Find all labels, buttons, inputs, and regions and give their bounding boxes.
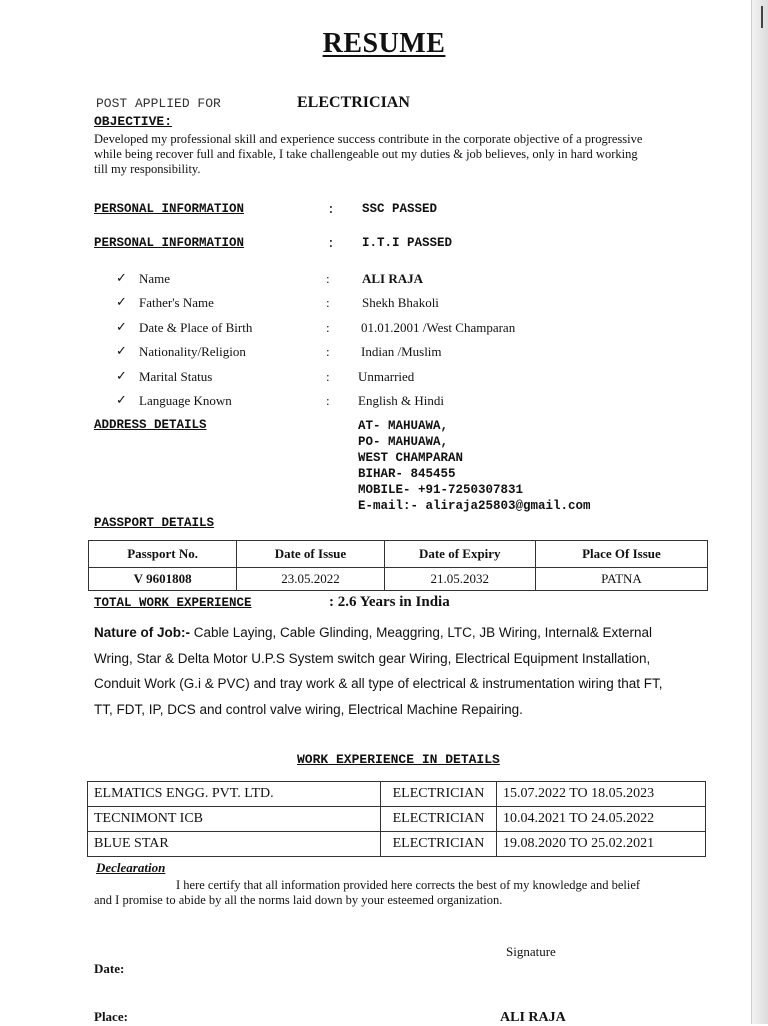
page-edge (751, 0, 768, 1024)
signature-label: Signature (506, 944, 556, 959)
table-row (89, 568, 708, 591)
objective-heading: OBJECTIVE: (94, 114, 173, 129)
table-header: Date of Expiry (384, 541, 535, 568)
address-line: BIHAR- 845455 (358, 467, 456, 481)
job-title: ELECTRICIAN (381, 832, 497, 857)
passport-heading: PASSPORT DETAILS (94, 516, 215, 530)
total-experience-value: : 2.6 Years in India (329, 594, 450, 610)
table-header-row (89, 541, 708, 568)
issue-place: PATNA (535, 568, 707, 591)
table-header: Place Of Issue (535, 541, 707, 568)
job-title: ELECTRICIAN (381, 807, 497, 832)
personal-colon: : (326, 320, 330, 335)
post-applied-label: POST APPLIED FOR (96, 96, 221, 111)
passport-table (88, 540, 708, 591)
email-line: E-mail:- aliraja25803@gmail.com (358, 499, 591, 513)
qualification-colon-2: : (327, 236, 335, 251)
qualification-colon-1: : (327, 202, 335, 217)
nature-of-job-text: Cable Laying, Cable Glinding, Meaggring, LTC, JB Wiring, Internal& External Wring, Star & Delta Motor U.P.S System switch gear Wiring, Electrical Equipment Installation, Conduit Work (G.i & PVC) and tray work & all type of electrical & instrumentation wiring that FT, TT, FDT, IP, DCS and control valve wiring, Electrical Machine Repairing. (94, 625, 663, 717)
table-row (88, 832, 706, 857)
company-name: TECNIMONT ICB (88, 807, 381, 832)
qualification-value-2: I.T.I PASSED (362, 236, 453, 250)
personal-value-father: Shekh Bhakoli (362, 295, 439, 310)
personal-value-marital: Unmarried (358, 369, 415, 384)
declaration-heading: Declearation (96, 860, 166, 875)
table-header: Date of Issue (237, 541, 384, 568)
check-icon: ✓ (116, 392, 127, 407)
check-icon: ✓ (116, 294, 127, 309)
personal-value-language: English & Hindi (358, 393, 444, 408)
qualification-label-1: PERSONAL INFORMATION (94, 202, 245, 216)
address-line: WEST CHAMPARAN (358, 451, 464, 465)
personal-label-father: Father's Name (139, 295, 214, 310)
company-name: ELMATICS ENGG. PVT. LTD. (88, 782, 381, 807)
objective-text: Developed my professional skill and experience success contribute in the corporate objective of a progressive while being recover full and fixable, I take challengeable out my duties & job believes, only in hard working till my responsibility. (94, 132, 643, 176)
passport-number: V 9601808 (89, 568, 237, 591)
qualification-value-1: SSC PASSED (362, 202, 438, 216)
work-details-heading: WORK EXPERIENCE IN DETAILS (297, 752, 500, 767)
post-applied-value: ELECTRICIAN (297, 94, 410, 111)
personal-value-birth: 01.01.2001 /West Champaran (361, 320, 516, 335)
personal-colon: : (326, 369, 330, 384)
expiry-date: 21.05.2032 (384, 568, 535, 591)
table-row (88, 782, 706, 807)
place-label: Place: (94, 1009, 128, 1024)
address-line: AT- MAHUAWA, (358, 419, 449, 433)
personal-label-nationality: Nationality/Religion (139, 344, 246, 359)
nature-of-job (94, 620, 664, 722)
work-experience-table (87, 781, 706, 857)
resume-title: RESUME (322, 28, 446, 59)
work-period: 10.04.2021 TO 24.05.2022 (497, 807, 706, 832)
signature-name: ALI RAJA (500, 1010, 566, 1025)
personal-label-birth: Date & Place of Birth (139, 320, 253, 335)
issue-date: 23.05.2022 (237, 568, 384, 591)
company-name: BLUE STAR (88, 832, 381, 857)
personal-value-name: ALI RAJA (362, 271, 424, 286)
check-icon: ✓ (116, 319, 127, 334)
address-line: PO- MAHUAWA, (358, 435, 449, 449)
address-heading: ADDRESS DETAILS (94, 418, 207, 432)
personal-label-name: Name (139, 271, 171, 286)
table-row (88, 807, 706, 832)
personal-colon: : (326, 344, 330, 359)
nature-of-job-label: Nature of Job:- (94, 625, 190, 640)
table-header: Passport No. (89, 541, 237, 568)
personal-colon: : (326, 295, 330, 310)
qualification-label-2: PERSONAL INFORMATION (94, 236, 245, 250)
check-icon: ✓ (116, 343, 127, 358)
work-period: 15.07.2022 TO 18.05.2023 (497, 782, 706, 807)
check-icon: ✓ (116, 270, 127, 285)
job-title: ELECTRICIAN (381, 782, 497, 807)
personal-colon: : (326, 393, 330, 408)
declaration-text: I here certify that all information provided here corrects the best of my knowledge and belief and I promise to abide by all the norms laid down by your esteemed organization. (94, 878, 641, 907)
date-label: Date: (94, 961, 125, 976)
total-experience-label: TOTAL WORK EXPERIENCE (94, 596, 252, 610)
check-icon: ✓ (116, 368, 127, 383)
address-block (358, 418, 591, 514)
mobile-line: MOBILE- +91-7250307831 (358, 483, 524, 497)
personal-label-language: Language Known (139, 393, 232, 408)
personal-value-nationality: Indian /Muslim (361, 344, 442, 359)
work-period: 19.08.2020 TO 25.02.2021 (497, 832, 706, 857)
personal-colon: : (326, 271, 330, 286)
personal-label-marital: Marital Status (139, 369, 213, 384)
